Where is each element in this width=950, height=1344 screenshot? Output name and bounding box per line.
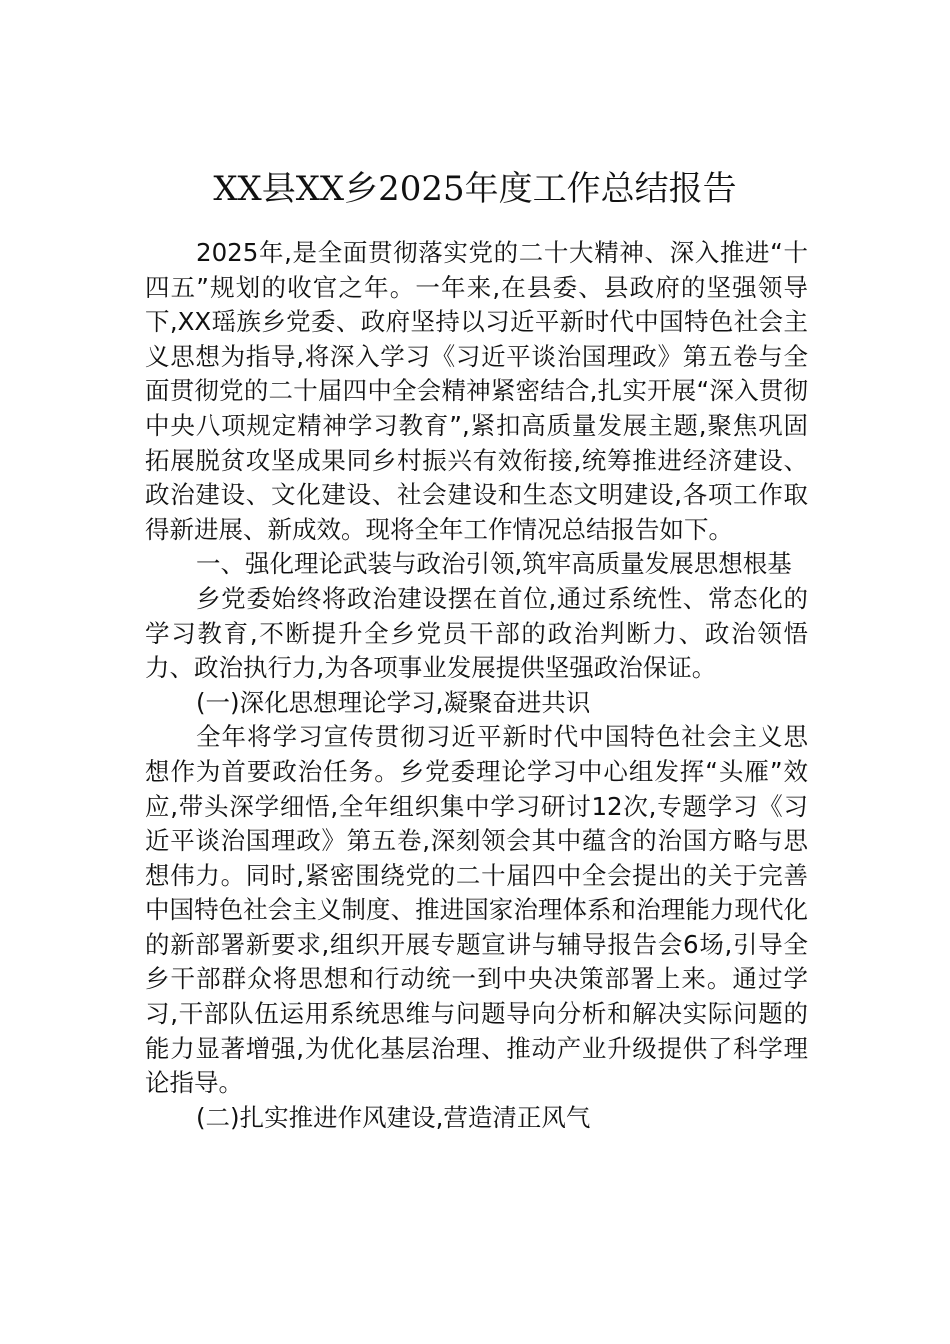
intro-paragraph: 2025年,是全面贯彻落实党的二十大精神、深入推进“十四五”规划的收官之年。一年来,在县委、县政府的坚强领导下,XX瑶族乡党委、政府坚持以习近平新时代中国特色社会主义思想为指导,将深入学习《习近平谈治国理政》第五卷与全面贯彻党的二十届四中全会精神紧密结合,扎实开展“深入贯彻中央八项规定精神学习教育”,紧扣高质量发展主题,聚焦巩固拓展脱贫攻坚成果同乡村振兴有效衔接,统筹推进经济建设、政治建设、文化建设、社会建设和生态文明建设,各项工作取得新进展、新成效。现将全年工作情况总结报告如下。 <box>145 238 808 544</box>
document-title: XX县XX乡2025年度工作总结报告 <box>213 169 737 209</box>
subsection-heading-1-2: (二)扎实推进作风建设,营造清正风气 <box>196 1102 591 1132</box>
section-heading-1: 一、强化理论武装与政治引领,筑牢高质量发展思想根基 <box>196 549 792 579</box>
subsection-1-1-paragraph: 全年将学习宣传贯彻习近平新时代中国特色社会主义思想作为首要政治任务。乡党委理论学习中心组发挥“头雁”效应,带头深学细悟,全年组织集中学习研讨12次,专题学习《习近平谈治国理政》第五卷,深刻领会其中蕴含的治国方略与思想伟力。同时,紧密围绕党的二十届四中全会提出的关于完善中国特色社会主义制度、推进国家治理体系和治理能力现代化的新部署新要求,组织开展专题宣讲与辅导报告会6场,引导全乡干部群众将思想和行动统一到中央决策部署上来。通过学习,干部队伍运用系统思维与问题导向分析和解决实际问题的能力显著增强,为优化基层治理、推动产业升级提供了科学理论指导。 <box>145 722 808 1098</box>
subsection-heading-1-1: (一)深化思想理论学习,凝聚奋进共识 <box>196 687 591 717</box>
section-1-paragraph: 乡党委始终将政治建设摆在首位,通过系统性、常态化的学习教育,不断提升全乡党员干部的政治判断力、政治领悟力、政治执行力,为各项事业发展提供坚强政治保证。 <box>145 583 808 683</box>
document-body <box>145 236 808 1135</box>
